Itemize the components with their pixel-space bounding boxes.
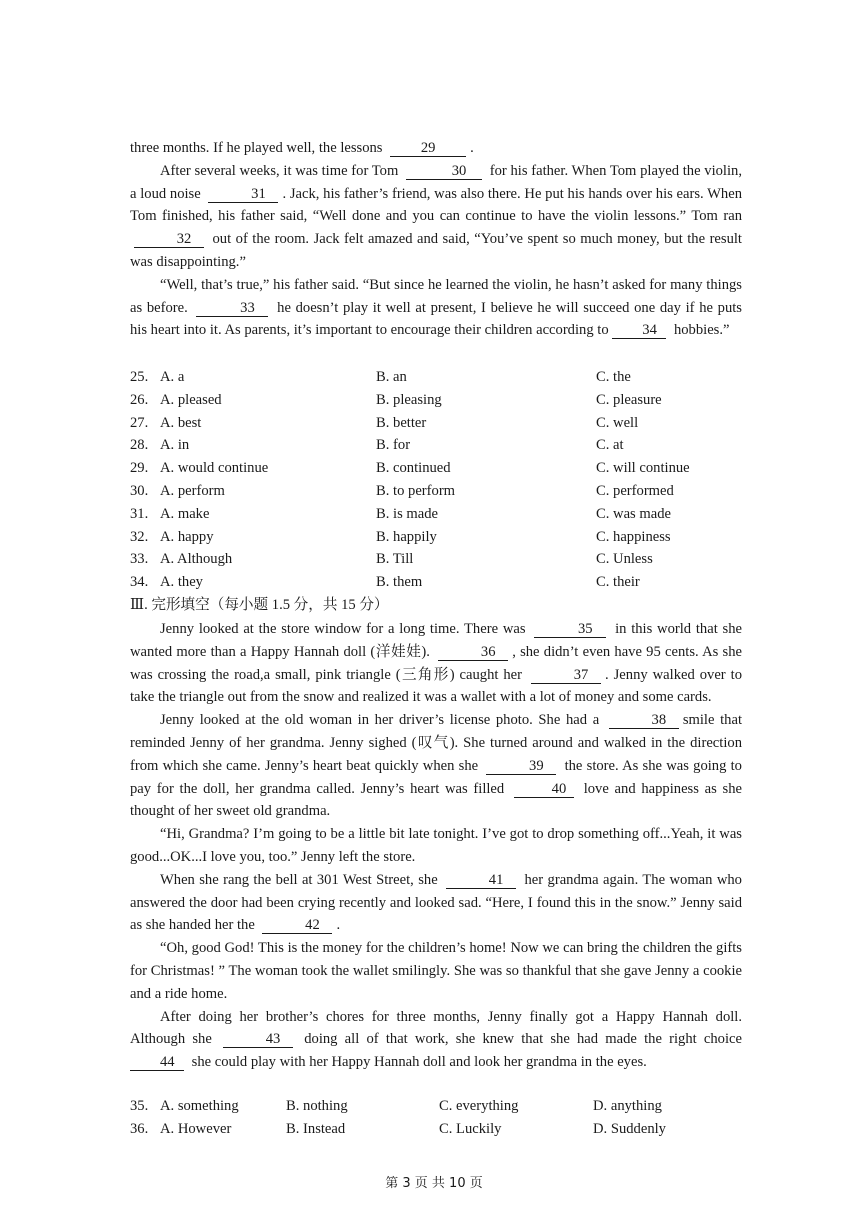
text: the store. As she was going to pay for the doll, her grandma called. Jenny’s heart was filled — [130, 757, 742, 797]
blank-43: 43 — [223, 1031, 293, 1048]
question-number: 27. — [130, 414, 149, 431]
passage-2-paragraph-1 — [130, 618, 742, 709]
option-c: C. performed — [596, 482, 674, 499]
option-c: C. their — [596, 574, 640, 591]
option-row — [130, 1118, 742, 1141]
blank-40: 40 — [514, 781, 574, 798]
option-row — [130, 526, 742, 549]
blank-34: 34 — [612, 322, 666, 339]
option-b: B. them — [376, 574, 423, 591]
blank-35: 35 — [534, 621, 606, 638]
text: “Well, that’s true,” his father said. “But since he learned the violin, he hasn’t asked for many things as before. — [130, 276, 742, 316]
option-a: A. a — [160, 369, 185, 385]
option-a: A. Although — [160, 551, 233, 568]
option-row — [130, 571, 742, 594]
blank-37: 37 — [531, 667, 601, 684]
option-b: B. is made — [376, 505, 439, 522]
text: . Jack, his father’s friend, was also there. He put his hands over his ears. When Tom finished, his father said, “Well done and you can continue to have the violin lessons.” Tom ran — [130, 185, 742, 225]
question-number: 30. — [130, 482, 149, 499]
text: After doing her brother’s chores for three months, Jenny finally got a Happy Hannah doll. Although she — [130, 1008, 742, 1048]
option-row — [130, 412, 742, 435]
question-number: 32. — [130, 528, 149, 545]
option-row — [130, 457, 742, 480]
text: Jenny looked at the old woman in her driver’s license photo. She had a — [160, 712, 600, 729]
blank-32: 32 — [134, 231, 204, 248]
option-b: B. continued — [376, 460, 451, 477]
option-c: C. was made — [596, 505, 671, 522]
option-a: A. perform — [160, 482, 225, 499]
blank-29: 29 — [390, 140, 466, 157]
passage-2-paragraph-6 — [130, 1006, 742, 1074]
question-number: 35. — [130, 1098, 149, 1114]
option-b: B. an — [376, 369, 407, 385]
option-a: A. something — [160, 1098, 239, 1114]
blank-39: 39 — [486, 758, 556, 775]
option-b: B. Instead — [286, 1120, 346, 1137]
option-c: C. at — [596, 437, 624, 454]
option-c: C. everything — [439, 1098, 519, 1114]
text: three months. If he played well, the lessons — [130, 140, 383, 156]
option-row — [130, 1095, 742, 1118]
question-number: 29. — [130, 460, 149, 477]
passage-2-paragraph-4 — [130, 869, 742, 937]
option-a: A. make — [160, 505, 210, 522]
passage-1 — [130, 137, 742, 342]
blank-42: 42 — [262, 917, 332, 934]
option-c: C. will continue — [596, 460, 690, 477]
option-a: A. in — [160, 437, 190, 454]
option-c: C. the — [596, 369, 631, 385]
question-number: 25. — [130, 369, 149, 385]
option-c: C. happiness — [596, 528, 671, 545]
option-c: C. well — [596, 414, 639, 431]
passage-1-paragraph-2 — [130, 160, 742, 274]
option-c: C. Unless — [596, 551, 653, 568]
question-number: 34. — [130, 574, 149, 591]
passage-2 — [130, 618, 742, 1074]
section-title: Ⅲ. 完形填空（每小题 1.5 分，共 15 分） — [130, 597, 389, 613]
text: for his father. When Tom played the violin, a loud noise — [130, 162, 742, 202]
option-a: A. pleased — [160, 391, 222, 408]
option-b: B. to perform — [376, 482, 456, 499]
blank-31: 31 — [208, 186, 278, 203]
option-row — [130, 480, 742, 503]
text: out of the room. Jack felt amazed and said, “You’ve spent so much money, but the result was disappointing.” — [130, 231, 742, 270]
question-number: 31. — [130, 505, 149, 522]
passage-1-paragraph-3 — [130, 274, 742, 342]
text: in this world that she wanted more than a Happy Hannah doll (洋娃娃). — [130, 621, 742, 660]
option-row — [130, 434, 742, 457]
text: . — [470, 140, 474, 156]
option-a: A. they — [160, 574, 203, 591]
text: . Jenny walked over to take the triangle out from the snow and realized it was a wallet with a lot of money and some cards. — [130, 666, 742, 706]
text: her grandma again. The woman who answered the door had been crying recently and looked sad. “Here, I found this in the snow.” Jenny said as she handed her the — [130, 871, 742, 934]
text: When she rang the bell at 301 West Street, she — [160, 871, 438, 888]
blank-36: 36 — [438, 644, 508, 661]
question-number: 28. — [130, 437, 149, 454]
option-a: A. happy — [160, 528, 214, 545]
option-row — [130, 503, 742, 526]
question-number: 33. — [130, 551, 149, 568]
text: he doesn’t play it well at present, I believe he will succeed one day if he puts his heart into it. As parents, it’s important to encourage their children according to — [130, 299, 742, 339]
option-b: B. happily — [376, 528, 437, 545]
passage-1-line-1 — [130, 137, 742, 160]
option-d: D. Suddenly — [593, 1120, 666, 1137]
option-row — [130, 548, 742, 571]
question-number: 36. — [130, 1120, 149, 1137]
blank-38: 38 — [609, 712, 679, 729]
option-a: A. best — [160, 414, 202, 431]
option-a: A. would continue — [160, 460, 269, 477]
passage-2-paragraph-5 — [130, 937, 742, 1005]
text: doing all of that work, she knew that she had made the right choice — [304, 1031, 742, 1048]
option-b: B. nothing — [286, 1098, 348, 1114]
text: she could play with her Happy Hannah doll and look her grandma in the eyes. — [191, 1054, 647, 1071]
blank-44: 44 — [130, 1054, 184, 1071]
options-25-34 — [130, 366, 742, 594]
option-row — [130, 366, 742, 389]
option-c: C. pleasure — [596, 391, 662, 408]
text: Jenny looked at the store window for a long time. There was — [160, 621, 526, 637]
option-d: D. anything — [593, 1098, 662, 1114]
text: , she didn’t even have 95 cents. As she was crossing the road,a small, pink triangle (三角形) caught her — [130, 643, 743, 683]
text: After several weeks, it was time for Tom — [160, 162, 399, 179]
option-b: B. better — [376, 414, 427, 431]
blank-41: 41 — [446, 872, 516, 889]
text: smile that reminded Jenny of her grandma. Jenny sighed (叹气). She turned around and walked in the direction from which she came. Jenny’s heart beat quickly when she — [130, 712, 742, 774]
blank-30: 30 — [406, 163, 482, 180]
options-35-36 — [130, 1095, 742, 1141]
text: “Oh, good God! This is the money for the children’s home! Now we can bring the children the gifts for Christmas! ” The woman took the wallet smilingly. She was so thankful that she gave Jenny a cookie and a ride home. — [130, 940, 742, 1002]
page-footer: 第 3 页 共 10 页 — [385, 1176, 483, 1191]
option-c: C. Luckily — [439, 1120, 502, 1137]
text: love and happiness as she thought of her sweet old grandma. — [130, 780, 742, 820]
blank-33: 33 — [196, 300, 268, 317]
passage-2-paragraph-2 — [130, 709, 742, 823]
option-a: A. However — [160, 1120, 232, 1137]
text: “Hi, Grandma? I’m going to be a little bit late tonight. I’ve got to drop something off...Yeah, it was good...OK...I love you, too.” Jenny left the store. — [130, 826, 742, 865]
option-row — [130, 389, 742, 412]
option-b: B. for — [376, 437, 411, 454]
question-number: 26. — [130, 391, 149, 408]
passage-2-paragraph-3 — [130, 823, 742, 869]
text: . — [336, 917, 341, 934]
option-b: B. pleasing — [376, 391, 442, 408]
text: hobbies.” — [673, 322, 730, 339]
option-b: B. Till — [376, 551, 414, 568]
